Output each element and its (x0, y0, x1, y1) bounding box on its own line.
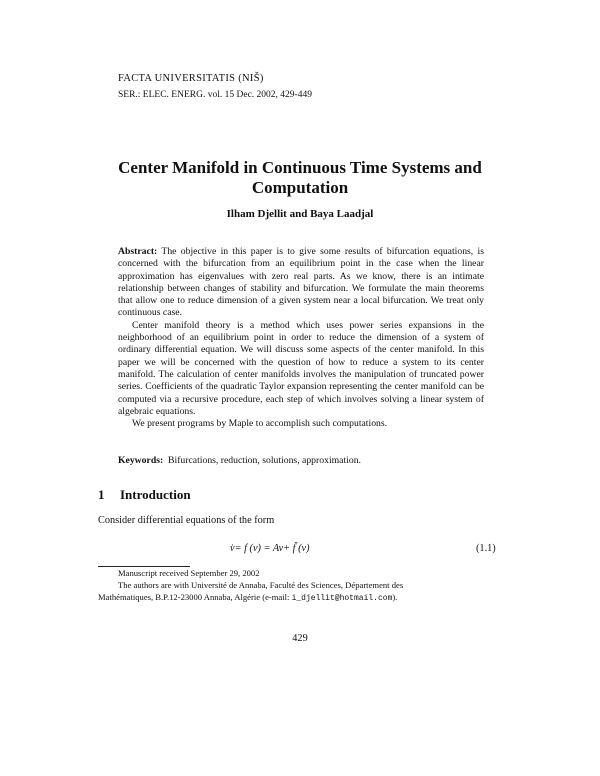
abstract-paragraph-2: Center manifold theory is a method which uses power series expansions in the neighborhood of an equilibrium point in order to reduce the dimension of a system of ordinary differential equation. We will discuss some aspects of the center manifold. In this paper we will be concerned with the question of how to reduce a system to its center manifold. The calculation of center manifolds involves the manipulation of truncated power series. Coefficients of the quadratic Taylor expansion representing the center manifold can be computed via a recursive procedure, each step of which involves solving a linear system of algebraic equations. (118, 319, 484, 417)
section-heading (98, 487, 191, 503)
footnote-affiliation-line1: The authors are with Université de Annaba, Faculté des Sciences, Département des (118, 580, 404, 590)
footnote-affiliation-end: ). (392, 592, 398, 602)
section-number: 1 (98, 487, 105, 502)
paper-title (80, 158, 520, 198)
keywords (118, 455, 484, 466)
keywords-text: Bifurcations, reduction, solutions, approximation. (168, 455, 361, 466)
body-paragraph: Consider differential equations of the form (98, 515, 275, 526)
page-number: 429 (292, 633, 308, 644)
footnote-received: Manuscript received September 29, 2002 (118, 568, 260, 578)
abstract-text-1: The objective in this paper is to give some results of bifurcation equations, is concerned with the bifurcation from an equilibrium point in the case when the linear approximation has eigenvalues with zero real parts. As we know, there is an intimate relationship between changes of stability and bifurcation. We formulate the main theorems that allow one to reduce dimension of a given system near a local bifurcation. We treat only continuous case. (118, 246, 484, 319)
paper-title-line1: Center Manifold in Continuous Time Systems and (118, 158, 482, 177)
abstract-paragraph-3: We present programs by Maple to accomplish such computations. (132, 418, 388, 430)
abstract-paragraph-1 (118, 246, 484, 320)
footnote-rule (98, 566, 190, 567)
footnote-affiliation-text: Mathématiques, B.P.12-23000 Annaba, Algérie (e-mail: (98, 592, 292, 602)
abstract-label: Abstract: (118, 246, 158, 257)
section-title: Introduction (120, 487, 191, 502)
equation-number: (1.1) (476, 543, 496, 554)
keywords-label: Keywords: (118, 455, 164, 466)
journal-name: FACTA UNIVERSITATIS (NIŠ) (118, 73, 264, 84)
footnote-email: i_djellit@hotmail.com (291, 594, 393, 603)
equation: v̇= f (v) = Av+ f̃ (v) (230, 543, 310, 554)
series-info: SER.: ELEC. ENERG. vol. 15 Dec. 2002, 429-449 (118, 90, 312, 100)
authors: Ilham Djellit and Baya Laadjal (226, 208, 374, 220)
footnote-affiliation-line2 (98, 592, 397, 603)
abstract (118, 246, 484, 430)
paper-title-line2: Computation (251, 178, 349, 197)
